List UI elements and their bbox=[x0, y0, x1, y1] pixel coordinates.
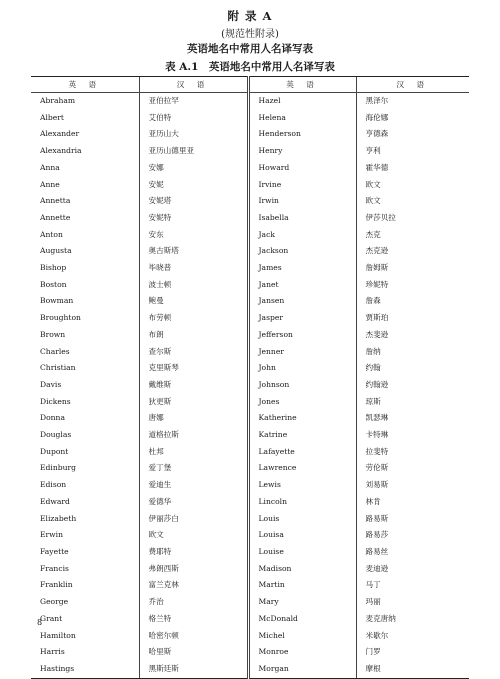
table-row bbox=[31, 277, 469, 294]
chinese-name-cell: 安娜 bbox=[139, 160, 248, 177]
english-name-cell: Jones bbox=[248, 394, 356, 411]
table-row bbox=[31, 611, 469, 628]
english-name-cell: Grant bbox=[40, 613, 63, 623]
column-header: 英 语 bbox=[31, 77, 139, 93]
name-translation-table bbox=[31, 76, 469, 679]
chinese-name-cell: 费耶特 bbox=[139, 544, 248, 561]
english-name-cell: Henry bbox=[248, 143, 356, 160]
english-name-cell: Irwin bbox=[248, 193, 356, 210]
column-header: 英 语 bbox=[248, 77, 356, 93]
english-name-cell: Louise bbox=[248, 544, 356, 561]
chinese-name-cell: 杰斐逊 bbox=[356, 327, 469, 344]
english-name-cell: Mary bbox=[248, 594, 356, 611]
english-name-cell: Janet bbox=[248, 277, 356, 294]
chinese-name-cell: 黑泽尔 bbox=[356, 93, 469, 110]
english-name-cell: Boston bbox=[40, 279, 67, 289]
chinese-name-cell: 乔治 bbox=[139, 594, 248, 611]
chinese-name-cell: 琼斯 bbox=[356, 394, 469, 411]
chinese-name-cell: 鲍曼 bbox=[139, 293, 248, 310]
english-name-cell: Hazel bbox=[248, 93, 356, 110]
chinese-name-cell: 安妮 bbox=[139, 177, 248, 194]
english-name-cell: Jefferson bbox=[248, 327, 356, 344]
chinese-name-cell: 安东 bbox=[139, 227, 248, 244]
english-name-cell: Jenner bbox=[248, 344, 356, 361]
table-row bbox=[31, 577, 469, 594]
chinese-name-cell: 詹姆斯 bbox=[356, 260, 469, 277]
chinese-name-cell: 爱迪生 bbox=[139, 477, 248, 494]
table-row bbox=[31, 143, 469, 160]
english-name-cell: Abraham bbox=[40, 96, 76, 105]
english-name-cell: Dickens bbox=[40, 396, 71, 406]
english-name-cell: Anna bbox=[40, 162, 60, 172]
chinese-name-cell: 麦迪逊 bbox=[356, 561, 469, 578]
table-row bbox=[31, 427, 469, 444]
table-row bbox=[31, 594, 469, 611]
chinese-name-cell: 安妮特 bbox=[139, 210, 248, 227]
table-row bbox=[31, 494, 469, 511]
table-row bbox=[31, 93, 469, 110]
table-row bbox=[31, 561, 469, 578]
english-name-cell: Lewis bbox=[248, 477, 356, 494]
english-name-cell: Louisa bbox=[248, 527, 356, 544]
page-number: 8 bbox=[37, 618, 43, 627]
english-name-cell: Jackson bbox=[248, 243, 356, 260]
english-name-cell: Edward bbox=[40, 496, 70, 506]
chinese-name-cell: 哈里斯 bbox=[139, 644, 248, 661]
chinese-name-cell: 玛丽 bbox=[356, 594, 469, 611]
chinese-name-cell: 欧文 bbox=[356, 193, 469, 210]
chinese-name-cell: 唐娜 bbox=[139, 410, 248, 427]
appendix-subtitle: 英语地名中常用人名译写表 bbox=[187, 43, 313, 55]
chinese-name-cell: 贾斯珀 bbox=[356, 310, 469, 327]
table-row bbox=[31, 377, 469, 394]
english-name-cell: James bbox=[248, 260, 356, 277]
chinese-name-cell: 欧文 bbox=[139, 527, 248, 544]
table-title: 表 A.1 英语地名中常用人名译写表 bbox=[165, 61, 335, 73]
chinese-name-cell: 哈密尔顿 bbox=[139, 628, 248, 645]
english-name-cell: Francis bbox=[40, 563, 69, 573]
chinese-name-cell: 米歇尔 bbox=[356, 628, 469, 645]
chinese-name-cell: 路易莎 bbox=[356, 527, 469, 544]
table-row bbox=[31, 344, 469, 361]
english-name-cell: Bishop bbox=[40, 263, 67, 273]
english-name-cell: Augusta bbox=[40, 246, 72, 256]
english-name-cell: Jack bbox=[248, 227, 356, 244]
english-name-cell: Martin bbox=[248, 577, 356, 594]
chinese-name-cell: 杜邦 bbox=[139, 444, 248, 461]
english-name-cell: Anton bbox=[40, 229, 63, 239]
english-name-cell: Morgan bbox=[248, 661, 356, 678]
chinese-name-cell: 珍妮特 bbox=[356, 277, 469, 294]
chinese-name-cell: 詹纳 bbox=[356, 344, 469, 361]
table-row bbox=[31, 394, 469, 411]
english-name-cell: Erwin bbox=[40, 530, 63, 540]
chinese-name-cell: 海伦娜 bbox=[356, 110, 469, 127]
table-row bbox=[31, 661, 469, 678]
table-row bbox=[31, 210, 469, 227]
chinese-name-cell: 路易丝 bbox=[356, 544, 469, 561]
english-name-cell: Elizabeth bbox=[40, 513, 77, 523]
english-name-cell: Davis bbox=[40, 379, 62, 389]
english-name-cell: Harris bbox=[40, 647, 65, 657]
chinese-name-cell: 摩根 bbox=[356, 661, 469, 678]
table-row bbox=[31, 511, 469, 528]
english-name-cell: Fayette bbox=[40, 546, 69, 556]
table-row bbox=[31, 477, 469, 494]
english-name-cell: Donna bbox=[40, 413, 65, 423]
table-row bbox=[31, 293, 469, 310]
chinese-name-cell: 欧文 bbox=[356, 177, 469, 194]
english-name-cell: Lawrence bbox=[248, 460, 356, 477]
english-name-cell: Albert bbox=[40, 112, 64, 122]
table-row bbox=[31, 360, 469, 377]
chinese-name-cell: 戴维斯 bbox=[139, 377, 248, 394]
english-name-cell: Hamilton bbox=[40, 630, 76, 640]
chinese-name-cell: 狄更斯 bbox=[139, 394, 248, 411]
table-row bbox=[31, 160, 469, 177]
table-row bbox=[31, 327, 469, 344]
table-row bbox=[31, 544, 469, 561]
english-name-cell: Lincoln bbox=[248, 494, 356, 511]
english-name-cell: Charles bbox=[40, 346, 70, 356]
english-name-cell: Katrine bbox=[248, 427, 356, 444]
table-row bbox=[31, 527, 469, 544]
table-row bbox=[31, 243, 469, 260]
chinese-name-cell: 爱丁堡 bbox=[139, 460, 248, 477]
english-name-cell: Hastings bbox=[31, 661, 139, 678]
chinese-name-cell: 亨利 bbox=[356, 143, 469, 160]
english-name-cell: John bbox=[248, 360, 356, 377]
english-name-cell: Alexander bbox=[40, 129, 80, 139]
chinese-name-cell: 富兰克林 bbox=[139, 577, 248, 594]
chinese-name-cell: 霍华德 bbox=[356, 160, 469, 177]
chinese-name-cell: 爱德华 bbox=[139, 494, 248, 511]
table-row bbox=[31, 110, 469, 127]
chinese-name-cell: 约翰逊 bbox=[356, 377, 469, 394]
english-name-cell: Howard bbox=[248, 160, 356, 177]
english-name-cell: Brown bbox=[40, 329, 66, 339]
chinese-name-cell: 布朗 bbox=[139, 327, 248, 344]
english-name-cell: Irvine bbox=[248, 177, 356, 194]
chinese-name-cell: 拉斐特 bbox=[356, 444, 469, 461]
appendix-heading: 附 录 A bbox=[227, 9, 273, 23]
chinese-name-cell: 伊丽莎白 bbox=[139, 511, 248, 528]
chinese-name-cell: 黑斯廷斯 bbox=[139, 661, 248, 678]
english-name-cell: Douglas bbox=[40, 430, 72, 440]
english-name-cell: Louis bbox=[248, 511, 356, 528]
english-name-cell: McDonald bbox=[248, 611, 356, 628]
english-name-cell: George bbox=[40, 597, 69, 607]
chinese-name-cell: 查尔斯 bbox=[139, 344, 248, 361]
chinese-name-cell: 奥古斯塔 bbox=[139, 243, 248, 260]
chinese-name-cell: 弗朗西斯 bbox=[139, 561, 248, 578]
chinese-name-cell: 布劳顿 bbox=[139, 310, 248, 327]
chinese-name-cell: 克里斯琴 bbox=[139, 360, 248, 377]
chinese-name-cell: 杰克 bbox=[356, 227, 469, 244]
chinese-name-cell: 劳伦斯 bbox=[356, 460, 469, 477]
table-row bbox=[31, 126, 469, 143]
chinese-name-cell: 安妮塔 bbox=[139, 193, 248, 210]
chinese-name-cell: 伊莎贝拉 bbox=[356, 210, 469, 227]
chinese-name-cell: 卡特琳 bbox=[356, 427, 469, 444]
table-row bbox=[31, 410, 469, 427]
english-name-cell: Edinburg bbox=[40, 463, 76, 473]
chinese-name-cell: 道格拉斯 bbox=[139, 427, 248, 444]
chinese-name-cell: 格兰特 bbox=[139, 611, 248, 628]
english-name-cell: Broughton bbox=[40, 313, 81, 323]
table-row bbox=[31, 260, 469, 277]
english-name-cell: Anne bbox=[40, 179, 60, 189]
column-header: 汉 语 bbox=[356, 77, 469, 93]
english-name-cell: Bowman bbox=[40, 296, 74, 306]
english-name-cell: Annetta bbox=[40, 196, 71, 206]
chinese-name-cell: 马丁 bbox=[356, 577, 469, 594]
chinese-name-cell: 亨德森 bbox=[356, 126, 469, 143]
english-name-cell: Jansen bbox=[248, 293, 356, 310]
chinese-name-cell: 路易斯 bbox=[356, 511, 469, 528]
table-row bbox=[31, 444, 469, 461]
chinese-name-cell: 亚历山德里亚 bbox=[139, 143, 248, 160]
column-header: 汉 语 bbox=[139, 77, 248, 93]
chinese-name-cell: 亚伯拉罕 bbox=[139, 93, 248, 110]
chinese-name-cell: 亚历山大 bbox=[139, 126, 248, 143]
english-name-cell: Johnson bbox=[248, 377, 356, 394]
english-name-cell: Annette bbox=[40, 212, 71, 222]
table-body bbox=[31, 93, 469, 679]
english-name-cell: Lafayette bbox=[248, 444, 356, 461]
english-name-cell: Monroe bbox=[248, 644, 356, 661]
english-name-cell: Dupont bbox=[40, 446, 69, 456]
english-name-cell: Henderson bbox=[248, 126, 356, 143]
chinese-name-cell: 门罗 bbox=[356, 644, 469, 661]
chinese-name-cell: 波士顿 bbox=[139, 277, 248, 294]
english-name-cell: Michel bbox=[248, 628, 356, 645]
english-name-cell: Edison bbox=[40, 480, 67, 490]
chinese-name-cell: 杰克逊 bbox=[356, 243, 469, 260]
english-name-cell: Madison bbox=[248, 561, 356, 578]
chinese-name-cell: 约翰 bbox=[356, 360, 469, 377]
chinese-name-cell: 麦克唐纳 bbox=[356, 611, 469, 628]
english-name-cell: Isabella bbox=[248, 210, 356, 227]
english-name-cell: Alexandria bbox=[40, 146, 82, 156]
table-row bbox=[31, 628, 469, 645]
chinese-name-cell: 林肯 bbox=[356, 494, 469, 511]
chinese-name-cell: 艾伯特 bbox=[139, 110, 248, 127]
chinese-name-cell: 凯瑟琳 bbox=[356, 410, 469, 427]
appendix-note: (规范性附录) bbox=[221, 29, 279, 40]
english-name-cell: Katherine bbox=[248, 410, 356, 427]
english-name-cell: Franklin bbox=[40, 580, 73, 590]
english-name-cell: Christian bbox=[40, 363, 76, 373]
chinese-name-cell: 詹森 bbox=[356, 293, 469, 310]
table-row bbox=[31, 177, 469, 194]
english-name-cell: Jasper bbox=[248, 310, 356, 327]
english-name-cell: Helena bbox=[248, 110, 356, 127]
table-row bbox=[31, 193, 469, 210]
table-row bbox=[31, 227, 469, 244]
table-row bbox=[31, 460, 469, 477]
table-row bbox=[31, 310, 469, 327]
table-header-row bbox=[31, 77, 469, 93]
chinese-name-cell: 刘易斯 bbox=[356, 477, 469, 494]
chinese-name-cell: 毕晓普 bbox=[139, 260, 248, 277]
